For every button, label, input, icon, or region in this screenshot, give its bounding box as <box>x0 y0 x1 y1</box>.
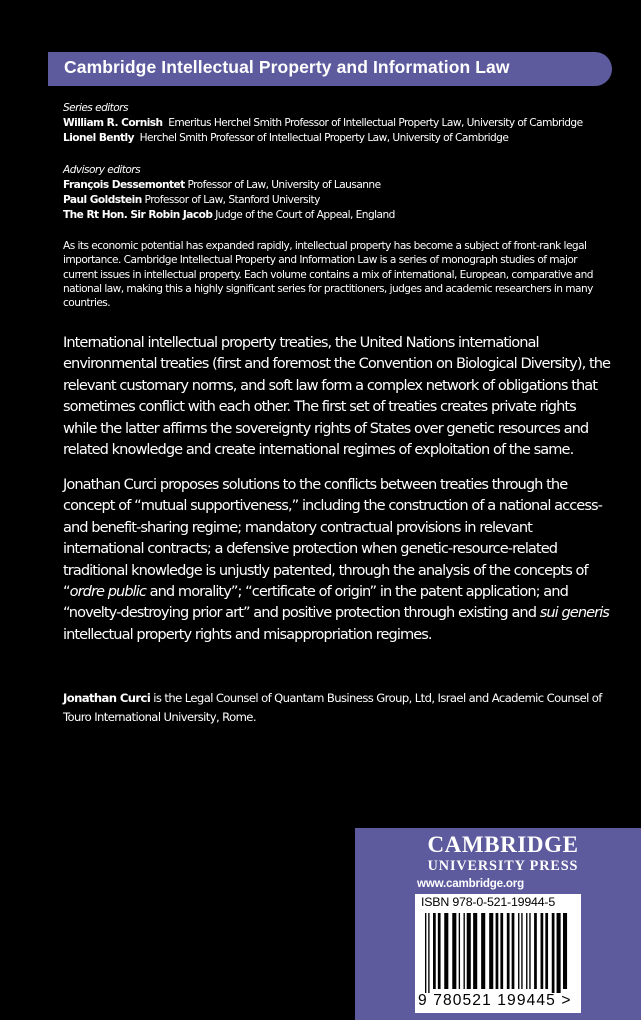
advisory-editors-label: Advisory editors <box>63 164 141 176</box>
advisory-editor-1 <box>63 178 381 192</box>
editor-name: William R. Cornish <box>63 117 163 129</box>
barcode-bars <box>425 913 571 993</box>
barcode-bar <box>529 913 530 989</box>
editor-role: Emeritus Herchel Smith Professor of Intellectual Property Law, University of Cambridge <box>168 117 583 129</box>
barcode-bar <box>444 913 448 989</box>
author-bio-text: is the Legal Counsel of Quantam Business Group, Ltd, Israel and Academic Counsel of Touro International University, Rome. <box>63 691 602 724</box>
barcode-bar <box>467 913 471 989</box>
barcode-box <box>415 894 581 1013</box>
series-title: Cambridge Intellectual Property and Information Law <box>64 57 510 77</box>
barcode-bar <box>464 913 465 989</box>
blurb-paragraph-1: International intellectual property treaties, the United Nations international environmental treaties (first and foremost the Convention on Biological Diversity), the relevant customary norms, and soft law form a complex network of obligations that sometimes conflict with each other. The first set of treaties creates private rights while the latter affirms the sovereignty rights of States over genetic resources and related knowledge and create international regimes of exploitation of the same. <box>63 334 611 459</box>
publisher-box <box>355 828 641 1020</box>
series-editor-2 <box>63 131 508 145</box>
barcode-bar <box>425 913 426 993</box>
barcode-bar <box>518 913 519 989</box>
barcode-bar <box>481 913 485 989</box>
isbn-label: ISBN 978-0-521-19944-5 <box>421 895 556 909</box>
barcode-bar <box>433 913 436 989</box>
publisher-name: CAMBRIDGE <box>427 832 579 857</box>
barcode-bar <box>428 913 429 993</box>
publisher-subname: UNIVERSITY PRESS <box>427 858 579 874</box>
blurb-text: and morality”; “certificate of origin” in the patent application; and “novelty-destroying prior art” and positive protection through existing and <box>63 583 568 622</box>
barcode-bar <box>545 913 548 989</box>
barcode-bar <box>552 913 555 993</box>
barcode-bar <box>557 913 561 993</box>
blurb-text: Jonathan Curci proposes solutions to the conflicts between treaties through the concept of “mutual supportiveness,” including the construction of a national access- and benefit-sharing regime; mandatory contractual provisions in relevant international contracts; a defensive protection when genetic-resource-related traditional knowledge is unjustly patented, through the analysis of the concepts of “ <box>63 476 602 601</box>
editor-role: Judge of the Court of Appeal, England <box>215 209 395 221</box>
series-banner <box>48 52 612 86</box>
advisory-editor-2 <box>63 193 320 207</box>
editor-role: Herchel Smith Professor of Intellectual Property Law, University of Cambridge <box>139 132 509 144</box>
barcode-bar <box>526 913 527 989</box>
editor-name: François Dessemontet <box>63 179 185 191</box>
blurb-text: intellectual property rights and misappropriation regimes. <box>63 625 432 643</box>
publisher-url: www.cambridge.org <box>417 877 524 890</box>
series-editors-label: Series editors <box>63 102 128 114</box>
series-editor-1 <box>63 116 583 130</box>
barcode-bar <box>534 913 537 989</box>
barcode-bar <box>541 913 544 989</box>
blurb-italic-term: ordre public <box>69 583 146 601</box>
advisory-editor-3 <box>63 208 395 222</box>
barcode-bar <box>521 913 522 989</box>
ean-digits: 9 780521 199445 > <box>418 992 572 1009</box>
editor-role: Professor of Law, University of Lausanne <box>187 179 381 191</box>
barcode-bar <box>489 913 493 989</box>
editor-role: Professor of Law, Stanford University <box>144 194 320 206</box>
barcode-bar <box>438 913 441 989</box>
barcode-bar <box>459 913 460 989</box>
barcode-bar <box>452 913 456 989</box>
editor-name: Paul Goldstein <box>63 194 142 206</box>
barcode-bar <box>512 913 515 989</box>
barcode-bar <box>473 913 477 989</box>
author-bio <box>63 689 611 726</box>
barcode-bar <box>500 913 503 989</box>
editor-name: Lionel Bently <box>63 132 134 144</box>
blurb-paragraph-2 <box>63 474 611 645</box>
blurb-italic-term: sui generis <box>539 604 609 622</box>
barcode-bar <box>507 913 510 989</box>
barcode-bar <box>496 913 499 989</box>
series-description: As its economic potential has expanded rapidly, intellectual property has become a subject of front-rank legal importance. Cambridge Intellectual Property and Information Law is a series of monograph studies of major current issues in intellectual property. Each volume contains a mix of international, European, comparative and national law, making this a highly significant series for practitioners, judges and academic researchers in many countries. <box>63 240 593 310</box>
barcode-bar <box>563 913 567 989</box>
editor-name: The Rt Hon. Sir Robin Jacob <box>63 209 213 221</box>
author-name: Jonathan Curci <box>63 691 151 705</box>
